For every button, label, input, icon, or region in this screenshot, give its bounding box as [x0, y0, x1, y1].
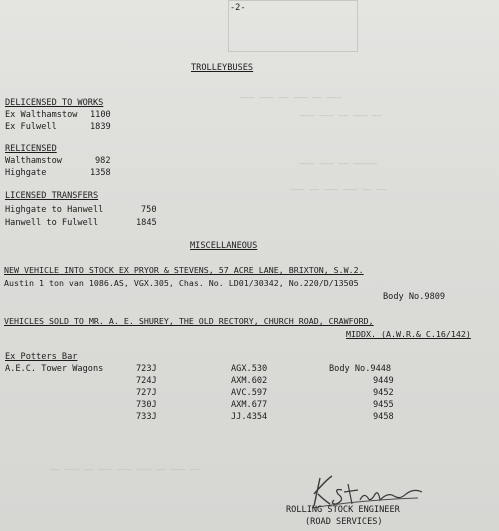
transfer-value: 1845 — [136, 218, 157, 228]
fleet-number: 727J — [136, 388, 157, 398]
signatory-title: ROLLING STOCK ENGINEER — [286, 505, 400, 515]
section-heading-relicensed: RELICENSED — [5, 144, 57, 154]
vehicles-sold-heading-cont: MIDDX. (A.W.R.& C.16/142) — [346, 329, 471, 339]
new-vehicle-heading: NEW VEHICLE INTO STOCK EX PRYOR & STEVENS, 57 ACRE LANE, BRIXTON, S.W.2. — [4, 265, 364, 275]
new-vehicle-details: Austin 1 ton van 1086.AS, VGX.305, Chas. No. LD01/30342, No.220/D/13505 — [4, 278, 359, 288]
section-heading-delicensed: DELICENSED TO WORKS — [5, 98, 104, 108]
body-number: Body No.9448 — [329, 364, 392, 374]
show-through-text: ——— ——— —— ————— — [300, 159, 378, 168]
delicensed-label: Ex Walthamstow — [5, 110, 78, 120]
fleet-number: 733J — [136, 412, 157, 422]
registration: JJ.4354 — [231, 412, 268, 422]
body-number: 9458 — [373, 412, 394, 422]
registration: AXM.677 — [231, 400, 268, 410]
relicensed-label: Highgate — [5, 168, 47, 178]
body-number: 9455 — [373, 400, 394, 410]
fleet-number: 724J — [136, 376, 157, 386]
page-title: TROLLEYBUSES — [191, 63, 254, 73]
registration: AVC.597 — [231, 388, 268, 398]
transfer-label: Highgate to Hanwell — [5, 205, 104, 215]
body-number: 9452 — [373, 388, 394, 398]
page-number: -2- — [230, 3, 246, 13]
vehicles-sold-heading: VEHICLES SOLD TO MR. A. E. SHUREY, THE OLD RECTORY, CHURCH ROAD, CRAWFORD, — [4, 316, 374, 326]
vehicle-type: A.E.C. Tower Wagons — [5, 364, 104, 374]
show-through-text: ——— ——— —— ——— —— ——— — [240, 93, 342, 102]
show-through-box — [228, 0, 358, 52]
section-heading-transfers: LICENSED TRANSFERS — [5, 191, 99, 201]
potters-bar-heading: Ex Potters Bar — [5, 352, 78, 362]
body-number: 9449 — [373, 376, 394, 386]
delicensed-value: 1100 — [90, 110, 111, 120]
section-heading-misc: MISCELLANEOUS — [190, 241, 258, 251]
relicensed-value: 982 — [95, 156, 111, 166]
show-through-text: ——— —— ——— ——— —— —— — [290, 185, 387, 194]
relicensed-label: Walthamstow — [5, 156, 62, 166]
fleet-number: 730J — [136, 400, 157, 410]
transfer-label: Hanwell to Fulwell — [5, 218, 99, 228]
transfer-value: 750 — [141, 205, 157, 215]
new-vehicle-body-number: Body No.9809 — [383, 292, 446, 302]
delicensed-label: Ex Fulwell — [5, 122, 57, 132]
registration: AXM.602 — [231, 376, 268, 386]
relicensed-value: 1358 — [90, 168, 111, 178]
signatory-department: (ROAD SERVICES) — [305, 517, 383, 527]
registration: AGX.530 — [231, 364, 268, 374]
delicensed-value: 1839 — [90, 122, 111, 132]
fleet-number: 723J — [136, 364, 157, 374]
show-through-text: —— ——— —— ——— ——— ——— —— ——— —— — [50, 465, 200, 474]
show-through-text: ——— ——— —— ——— —— — [300, 111, 382, 120]
